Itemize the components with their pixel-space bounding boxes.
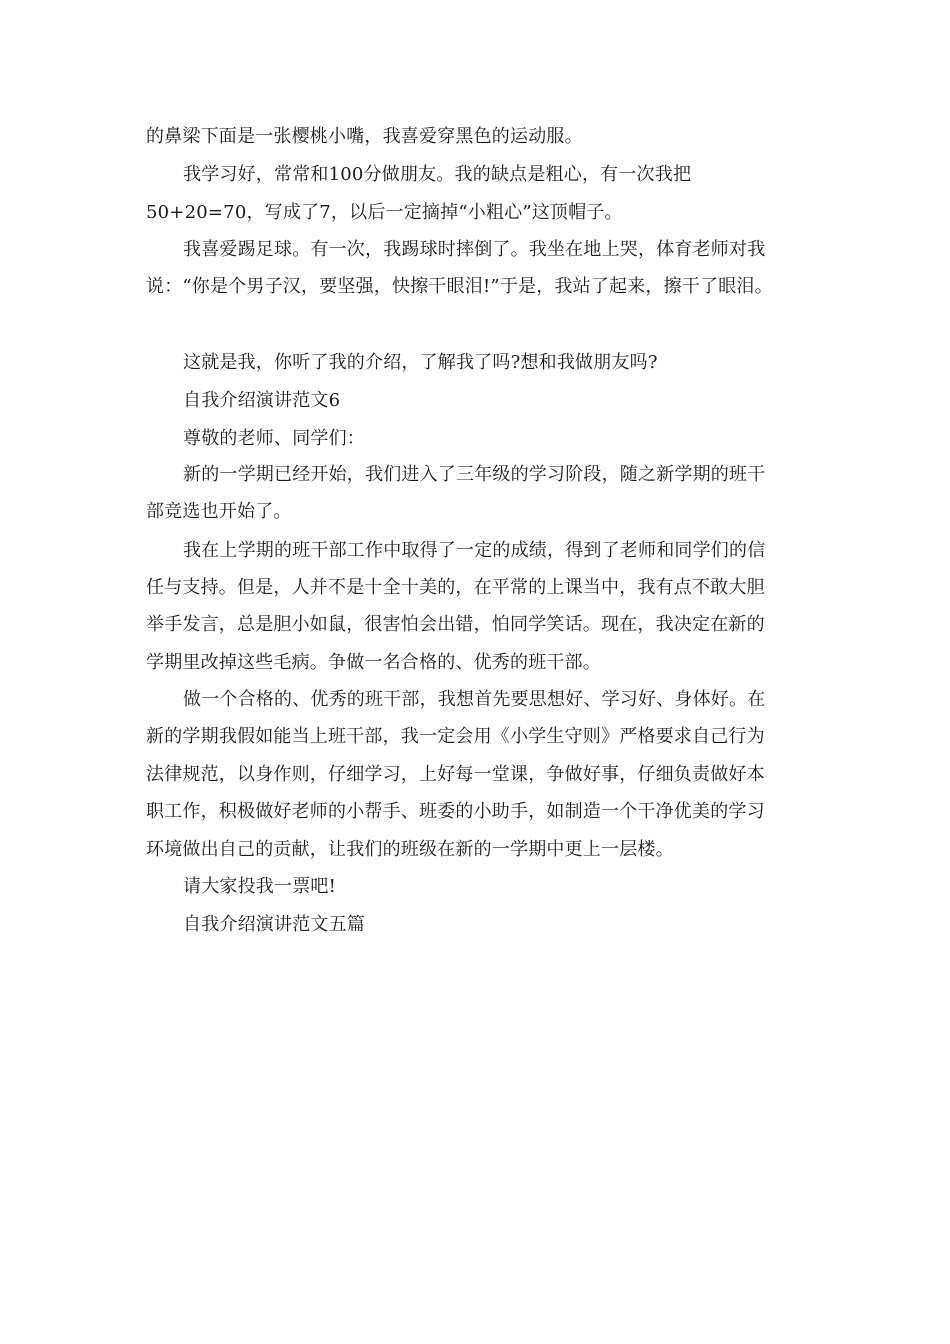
text-line: 的鼻梁下面是一张樱桃小嘴，我喜爱穿黑色的运动服。 (146, 126, 583, 147)
text-line: 50+20=70，写成了7，以后一定摘掉“小粗心”这顶帽子。 (146, 202, 623, 223)
text-line: 新的一学期已经开始，我们进入了三年级的学习阶段，随之新学期的班干 (183, 464, 766, 485)
text-line: 说：“你是个男子汉，要坚强，快擦干眼泪!”于是，我站了起来，擦干了眼泪。 (146, 276, 773, 297)
text-line: 我喜爱踢足球。有一次，我踢球时摔倒了。我坐在地上哭，体育老师对我 (183, 239, 766, 260)
text-line: 新的学期我假如能当上班干部，我一定会用《小学生守则》严格要求自己行为 (146, 726, 765, 747)
section-heading: 自我介绍演讲范文6 (183, 390, 341, 411)
text-line: 举手发言，总是胆小如鼠，很害怕会出错，怕同学笑话。现在，我决定在新的 (146, 614, 765, 635)
text-line: 职工作，积极做好老师的小帮手、班委的小助手，如制造一个干净优美的学习 (146, 801, 765, 822)
text-line: 环境做出自己的贡献，让我们的班级在新的一学期中更上一层楼。 (146, 839, 674, 860)
text-line: 我学习好，常常和100分做朋友。我的缺点是粗心，有一次我把 (183, 164, 692, 185)
text-line: 这就是我，你听了我的介绍，了解我了吗?想和我做朋友吗? (183, 352, 658, 373)
text-line: 任与支持。但是，人并不是十全十美的，在平常的上课当中，我有点不敢大胆 (146, 577, 765, 598)
text-line: 做一个合格的、优秀的班干部，我想首先要思想好、学习好、身体好。在 (183, 689, 766, 710)
text-line: 学期里改掉这些毛病。争做一名合格的、优秀的班干部。 (146, 652, 601, 673)
text-line: 法律规范，以身作则，仔细学习，上好每一堂课，争做好事，仔细负责做好本 (146, 764, 765, 785)
text-line: 我在上学期的班干部工作中取得了一定的成绩，得到了老师和同学们的信 (183, 540, 766, 561)
text-line: 部竞选也开始了。 (146, 501, 292, 522)
salutation: 尊敬的老师、同学们： (183, 428, 365, 449)
text-line: 请大家投我一票吧! (183, 876, 337, 897)
section-heading: 自我介绍演讲范文五篇 (183, 914, 365, 935)
